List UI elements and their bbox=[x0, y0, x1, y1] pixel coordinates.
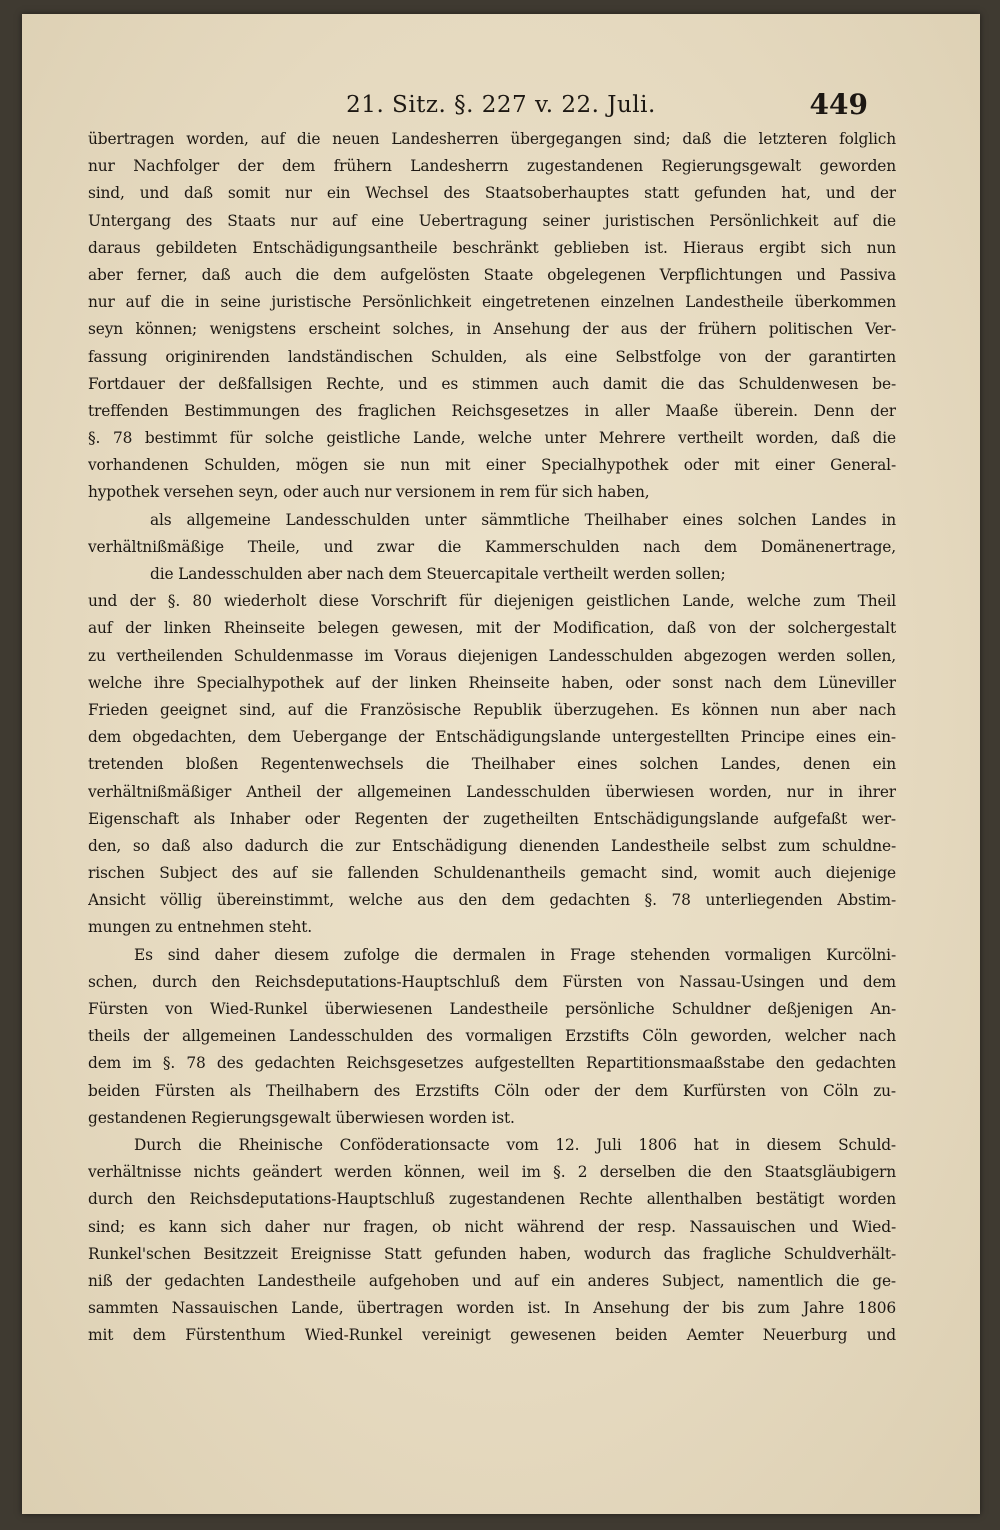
text-line: rischen Subject des auf sie fallenden Schuldenantheils gemacht sind, womit auch diejenige bbox=[88, 864, 896, 883]
text-line: Untergang des Staats nur auf eine Uebertragung seiner juristischen Persönlichkeit auf die bbox=[88, 211, 896, 230]
text-line: Runkel'schen Besitzzeit Ereignisse Statt gefunden haben, wodurch das fragliche Schuldverhält- bbox=[88, 1244, 896, 1263]
text-line: zu vertheilenden Schuldenmasse im Voraus diejenigen Landesschulden abgezogen werden sollen, bbox=[88, 646, 896, 665]
text-line: Fürsten von Wied-Runkel überwiesenen Landestheile persönliche Schuldner deßjenigen An- bbox=[88, 1000, 896, 1018]
text-line: niß der gedachten Landestheile aufgehoben und auf ein anderes Subject, namentlich die ge- bbox=[88, 1271, 896, 1290]
text-line: sind; es kann sich daher nur fragen, ob nicht während der resp. Nassauischen und Wied- bbox=[88, 1217, 896, 1236]
running-head-text: 21. Sitz. §. 227 v. 22. Juli. bbox=[346, 92, 656, 118]
text-line: verhältnißmäßiger Antheil der allgemeinen Landesschulden überwiesen worden, nur in ihrer bbox=[88, 782, 896, 801]
text-line: tretenden bloßen Regentenwechsels die Theilhaber eines solchen Landes, denen ein bbox=[88, 755, 896, 774]
text-line: übertragen worden, auf die neuen Landesherren übergegangen sind; daß die letzteren folglich bbox=[88, 130, 896, 148]
paragraph-start-line: Durch die Rheinische Conföderationsacte vom 12. Juli 1806 hat in diesem Schuld- bbox=[134, 1135, 896, 1154]
text-line: Eigenschaft als Inhaber oder Regenten der zugetheilten Entschädigungslande aufgefaßt wer- bbox=[88, 809, 896, 828]
text-line: den, so daß also dadurch die zur Entschädigung dienenden Landestheile selbst zum schuldne- bbox=[88, 836, 896, 855]
running-head bbox=[22, 88, 980, 128]
text-line: durch den Reichsdeputations-Hauptschluß zugestandenen Rechte allenthalben bestätigt worden bbox=[88, 1190, 896, 1209]
document-page bbox=[22, 14, 980, 1514]
quote-line: verhältnißmäßige Theile, und zwar die Kammerschulden nach dem Domänenertrage, bbox=[88, 537, 896, 556]
text-line: theils der allgemeinen Landesschulden des vormaligen Erzstifts Cöln geworden, welcher nach bbox=[88, 1027, 896, 1046]
text-line: mungen zu entnehmen steht. bbox=[88, 918, 313, 937]
text-line: sind, und daß somit nur ein Wechsel des Staatsoberhauptes statt gefunden hat, und der bbox=[88, 184, 896, 203]
text-line: mit dem Fürstenthum Wied-Runkel vereinigt gewesenen beiden Aemter Neuerburg und bbox=[88, 1326, 896, 1345]
text-line: aber ferner, daß auch die dem aufgelösten Staate obgelegenen Verpflichtungen und Passiva bbox=[88, 265, 896, 284]
text-line: auf der linken Rheinseite belegen gewesen, mit der Modification, daß von der solchergestalt bbox=[88, 619, 896, 638]
text-line: vorhandenen Schulden, mögen sie nun mit einer Specialhypothek oder mit einer General- bbox=[88, 456, 896, 475]
text-line: und der §. 80 wiederholt diese Vorschrift für diejenigen geistlichen Lande, welche zum Theil bbox=[88, 592, 896, 611]
paragraph-start-line: Es sind daher diesem zufolge die dermalen in Frage stehenden vormaligen Kurcölni- bbox=[134, 945, 896, 964]
text-line: Frieden geeignet sind, auf die Französische Republik überzugehen. Es können nun aber nach bbox=[88, 700, 896, 719]
text-line: seyn können; wenigstens erscheint solches, in Ansehung der aus der frühern politischen Ver- bbox=[88, 320, 896, 339]
text-line: schen, durch den Reichsdeputations-Hauptschluß dem Fürsten von Nassau-Usingen und dem bbox=[88, 972, 896, 991]
text-line: hypothek versehen seyn, oder auch nur versionem in rem für sich haben, bbox=[88, 483, 650, 502]
text-line: §. 78 bestimmt für solche geistliche Lande, welche unter Mehrere vertheilt worden, daß die bbox=[88, 429, 896, 448]
text-line: dem im §. 78 des gedachten Reichsgesetzes aufgestellten Repartitionsmaaßstabe den gedachten bbox=[88, 1054, 896, 1073]
text-line: verhältnisse nichts geändert werden können, weil im §. 2 derselben die den Staatsgläubigern bbox=[88, 1163, 896, 1182]
body-text bbox=[88, 126, 896, 1349]
text-line: nur Nachfolger der dem frühern Landesherrn zugestandenen Regierungsgewalt geworden bbox=[88, 157, 896, 176]
text-line: treffenden Bestimmungen des fraglichen Reichsgesetzes in aller Maaße überein. Denn der bbox=[88, 401, 896, 420]
text-line: dem obgedachten, dem Uebergange der Entschädigungslande untergestellten Principe eines ein- bbox=[88, 728, 896, 747]
quote-line: die Landesschulden aber nach dem Steuercapitale vertheilt werden sollen; bbox=[150, 565, 726, 583]
quote-line: als allgemeine Landesschulden unter sämmtliche Theilhaber eines solchen Landes in bbox=[150, 510, 896, 529]
text-line: Fortdauer der deßfallsigen Rechte, und es stimmen auch damit die das Schuldenwesen be- bbox=[88, 374, 896, 393]
text-line: daraus gebildeten Entschädigungsantheile beschränkt geblieben ist. Hieraus ergibt sich nun bbox=[88, 238, 896, 257]
text-line: beiden Fürsten als Theilhabern des Erzstifts Cöln oder der dem Kurfürsten von Cöln zu- bbox=[88, 1081, 896, 1100]
page-number: 449 bbox=[809, 88, 868, 121]
text-line: Ansicht völlig übereinstimmt, welche aus den dem gedachten §. 78 unterliegenden Abstim- bbox=[88, 891, 896, 910]
text-line: sammten Nassauischen Lande, übertragen worden ist. In Ansehung der bis zum Jahre 1806 bbox=[88, 1299, 896, 1318]
text-line: gestandenen Regierungsgewalt überwiesen worden ist. bbox=[88, 1108, 515, 1127]
text-line: nur auf die in seine juristische Persönlichkeit eingetretenen einzelnen Landestheile überkommen bbox=[88, 293, 896, 312]
text-line: fassung originirenden landständischen Schulden, als eine Selbstfolge von der garantirten bbox=[88, 347, 896, 366]
text-line: welche ihre Specialhypothek auf der linken Rheinseite haben, oder sonst nach dem Lüneviller bbox=[88, 673, 896, 692]
